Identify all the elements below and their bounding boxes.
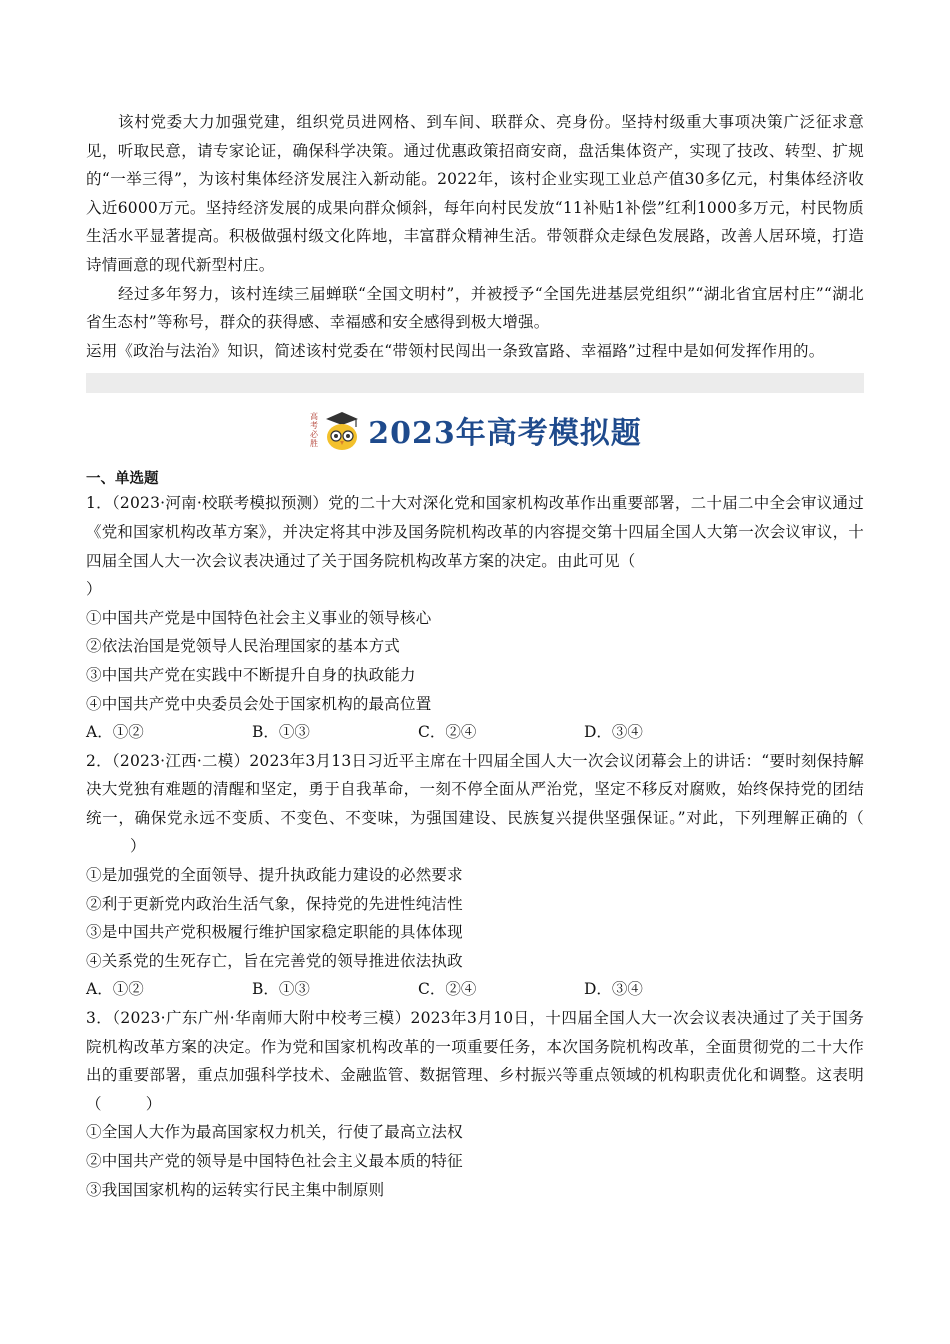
document-page — [86, 108, 864, 1204]
question-3 — [86, 1004, 864, 1204]
svg-text:高: 高 — [310, 412, 319, 422]
choice-item: ④中国共产党中央委员会处于国家机构的最高位置 — [86, 694, 432, 713]
option-a: A．①② — [86, 980, 144, 999]
intro-paragraph-2: 经过多年努力，该村连续三届蝉联“全国文明村”，并被授予“全国先进基层党组织”“湖北省宜居村庄”“湖北省生态村”等称号，群众的获得感、幸福感和安全感得到极大增强。 — [86, 284, 864, 332]
option-d: D．③④ — [584, 980, 643, 999]
answer-options — [86, 718, 864, 747]
owl-mascot-icon — [308, 407, 366, 453]
answer-options — [86, 975, 864, 1004]
section-title: 一、单选题 — [86, 471, 159, 488]
svg-text:考: 考 — [310, 421, 319, 431]
svg-text:胜: 胜 — [310, 439, 319, 449]
svg-text:必: 必 — [310, 430, 319, 440]
intro-paragraph-1: 该村党委大力加强党建，组织党员进网格、到车间、联群众、亮身份。坚持村级重大事项决策广泛征求意见，听取民意，请专家论证，确保科学决策。通过优惠政策招商安商，盘活集体资产，实现了技改、转型、扩规的“一举三得”，为该村集体经济发展注入新动能。2022年，该村企业实现工业总产值30多亿元，村集体经济收入近6000万元。坚持经济发展的成果向群众倾斜，每年向村民发放“11补贴1补偿”红利1000多万元，村民物质生活水平显著提高。积极做强村级文化阵地，丰富群众精神生活。带领群众走绿色发展路，改善人居环境，打造诗情画意的现代新型村庄。 — [86, 113, 864, 274]
question-stem: 1．（2023·河南·校联考模拟预测）党的二十大对深化党和国家机构改革作出重要部署，二十届二中全会审议通过《党和国家机构改革方案》，并决定将其中涉及国务院机构改革的内容提交第十四届全国人大第一次会议审议，十四届全国人大一次会议表决通过了关于国务院机构改革方案的决定。由此可见（ ） — [86, 494, 864, 599]
choice-item: ④关系党的生死存亡，旨在完善党的领导推进依法执政 — [86, 951, 463, 970]
choice-item: ①全国人大作为最高国家权力机关，行使了最高立法权 — [86, 1123, 463, 1142]
option-b: B．①③ — [252, 980, 310, 999]
question-stem: 3．（2023·广东广州·华南师大附中校考三模）2023年3月10日，十四届全国人大一次会议表决通过了关于国务院机构改革方案的决定。作为党和国家机构改革的一项重要任务，本次国务院机构改革，全面贯彻党的二十大作出的重要部署，重点加强科学技术、金融监管、数据管理、乡村振兴等重点领域的机构职责优化和调整。这表明（ ） — [86, 1009, 864, 1113]
choice-item: ③我国国家机构的运转实行民主集中制原则 — [86, 1180, 385, 1199]
choice-item: ②依法治国是党领导人民治理国家的基本方式 — [86, 637, 401, 656]
divider-bar — [86, 373, 864, 393]
intro-prompt: 运用《政治与法治》知识，简述该村党委在“带领村民闯出一条致富路、幸福路”过程中是如何发挥作用的。 — [86, 341, 825, 360]
choice-item: ①是加强党的全面领导、提升执政能力建设的必然要求 — [86, 866, 463, 885]
option-b: B．①③ — [252, 723, 310, 742]
question-stem: 2．（2023·江西·二模）2023年3月13日习近平主席在十四届全国人大一次会议闭幕会上的讲话：“要时刻保持解决大党独有难题的清醒和坚定，勇于自我革命，一刻不停全面从严治党，坚定不移反对腐败，始终保持党的团结统一，确保党永远不变质、不变色、不变味，为强国建设、民族复兴提供坚强保证。”对此，下列理解正确的（） — [86, 751, 864, 856]
option-d: D．③④ — [584, 723, 643, 742]
choice-item: ③中国共产党在实践中不断提升自身的执政能力 — [86, 665, 416, 684]
question-1 — [86, 489, 864, 746]
banner-title: 2023年高考模拟题 — [368, 416, 642, 452]
choice-item: ②利于更新党内政治生活气象，保持党的先进性纯洁性 — [86, 894, 463, 913]
option-a: A．①② — [86, 723, 144, 742]
choice-item: ①中国共产党是中国特色社会主义事业的领导核心 — [86, 608, 432, 627]
choice-item: ③是中国共产党积极履行维护国家稳定职能的具体体现 — [86, 923, 463, 942]
question-2 — [86, 747, 864, 1004]
option-c: C．②④ — [418, 723, 477, 742]
option-c: C．②④ — [418, 980, 477, 999]
choice-item: ②中国共产党的领导是中国特色社会主义最本质的特征 — [86, 1152, 463, 1170]
section-banner — [86, 399, 864, 461]
